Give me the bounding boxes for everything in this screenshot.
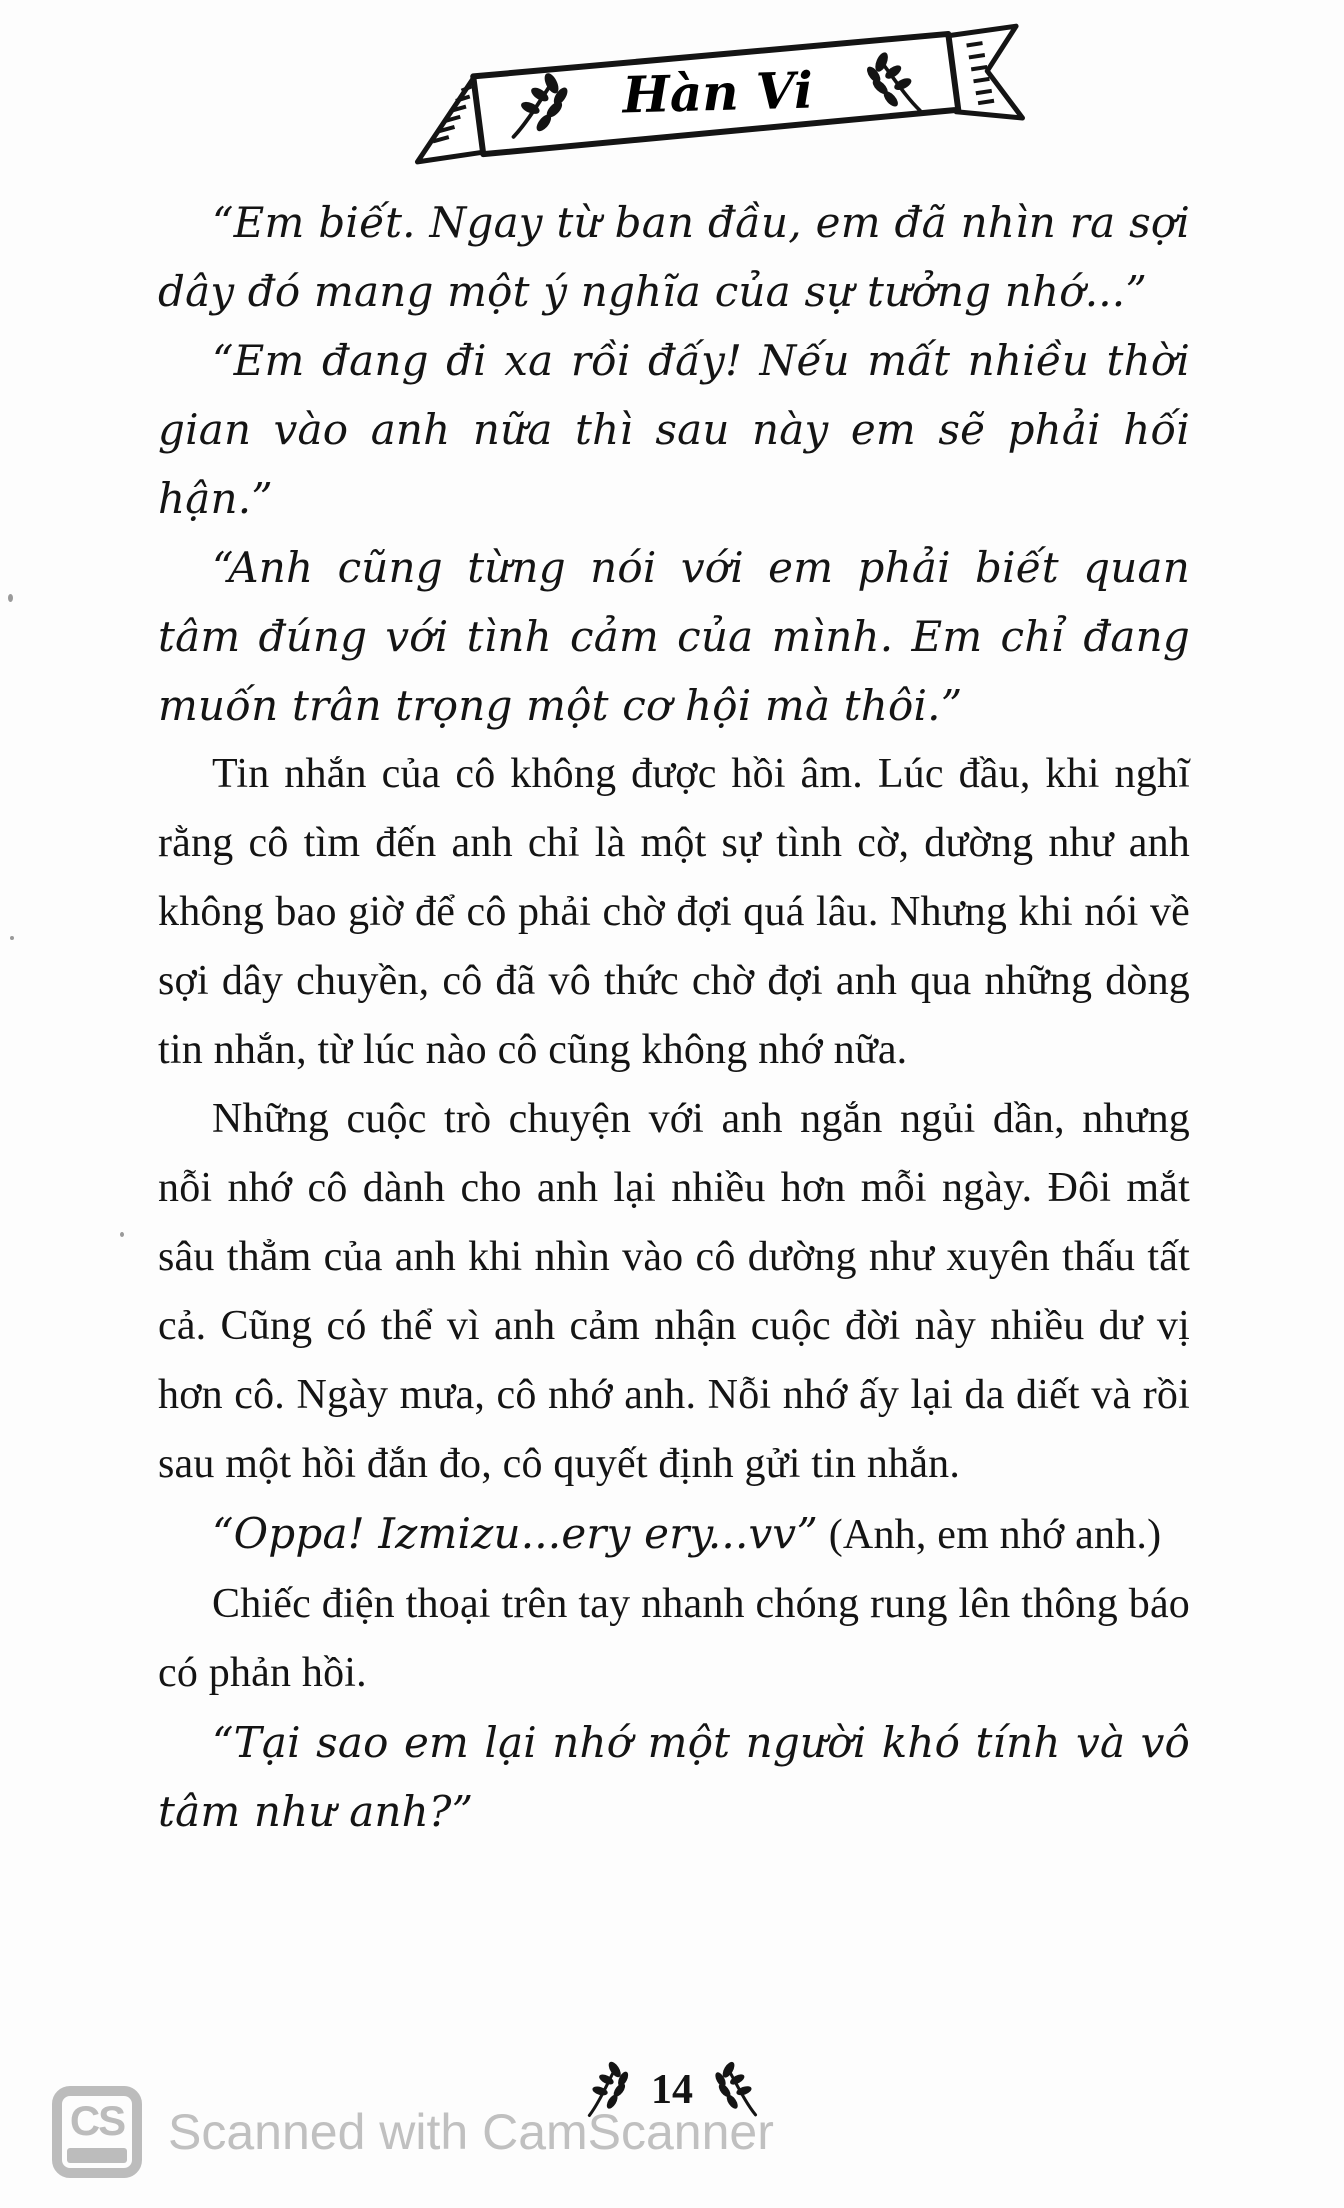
paragraph-quote-3: “Anh cũng từng nói với em phải biết quan tâm đúng với tình cảm của mình. Em chỉ đang muốn trân trọng một cơ hội mà thôi.” <box>158 543 1190 730</box>
footer-left-leaf-icon <box>575 2058 638 2121</box>
message-quote: “Oppa! Izmizu...ery ery...vv” <box>212 1509 819 1558</box>
watermark-label: Scanned with CamScanner <box>168 2104 774 2160</box>
paragraph-quote-4: “Tại sao em lại nhớ một người khó tính và vô tâm như anh?” <box>158 1718 1190 1836</box>
page-number: 14 <box>651 2067 693 2113</box>
paragraph-narr-3: Chiếc điện thoại trên tay nhanh chóng rung lên thông báo có phản hồi. <box>158 1581 1190 1696</box>
paragraph-message <box>158 1499 1190 1570</box>
page-footer <box>0 2062 1344 2118</box>
paragraph-narr-1: Tin nhắn của cô không được hồi âm. Lúc đầu, khi nghĩ rằng cô tìm đến anh chỉ là một sự tình cờ, dường như anh không bao giờ để cô phải chờ đợi quá lâu. Nhưng khi nói về sợi dây chuyền, cô đã vô thức chờ đợi anh qua những dòng tin nhắn, từ lúc nào cô cũng không nhớ nữa. <box>158 751 1190 1073</box>
camscanner-logo-bar <box>67 2148 127 2163</box>
paragraph-quote-2: “Em đang đi xa rồi đấy! Nếu mất nhiều thời gian vào anh nữa thì sau này em sẽ phải hối hận.” <box>158 336 1190 523</box>
camscanner-logo-letters: CS <box>69 2097 125 2144</box>
body-text <box>158 188 1190 1846</box>
scan-speck <box>120 1232 124 1237</box>
footer-right-leaf-icon <box>706 2059 768 2121</box>
banner-title: Hàn Vi <box>621 60 814 125</box>
scan-speck <box>10 936 14 940</box>
scan-speck <box>8 594 13 602</box>
paragraph-quote-1: “Em biết. Ngay từ ban đầu, em đã nhìn ra sợi dây đó mang một ý nghĩa của sự tưởng nhớ...” <box>158 198 1190 316</box>
paragraph-narr-2: Những cuộc trò chuyện với anh ngắn ngủi dần, nhưng nỗi nhớ cô dành cho anh lại nhiều hơn mỗi ngày. Đôi mắt sâu thẳm của anh khi nhìn vào cô dường như xuyên thấu tất cả. Cũng có thể vì anh cảm nhận cuộc đời này nhiều dư vị hơn cô. Ngày mưa, cô nhớ anh. Nỗi nhớ ấy lại da diết và rồi sau một hồi đắn đo, cô quyết định gửi tin nhắn. <box>158 1096 1190 1487</box>
message-translation: (Anh, em nhớ anh.) <box>818 1512 1162 1558</box>
ribbon-banner <box>406 20 1030 186</box>
